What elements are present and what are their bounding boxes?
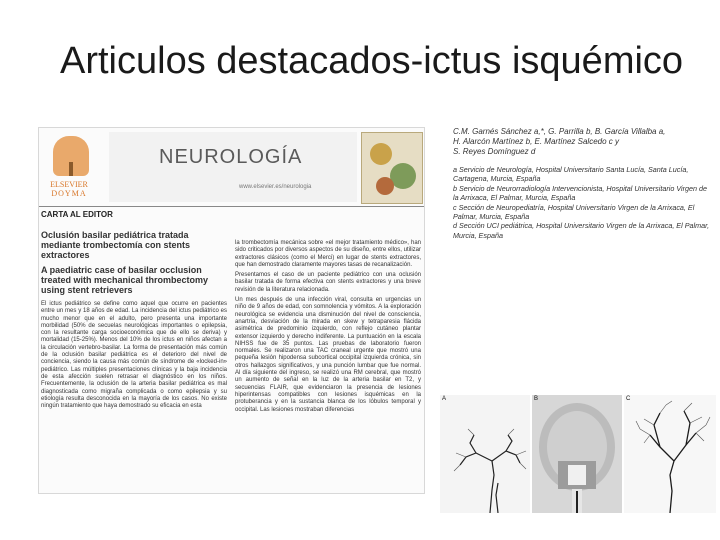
publisher-sub-name: DOYMA [51,189,87,198]
journal-header [39,128,424,204]
article-right-column [235,240,421,417]
author-affiliation: b Servicio de Neurorradiología Intervencionista, Hospital Universitario Virgen de la Arrixaca, El Palmar, Murcia, España [453,183,707,203]
author-line: H. Alarcón Martínez b, E. Martínez Salcedo c y [453,137,619,146]
author-panel [453,127,711,240]
journal-cover-thumbnail [361,132,423,204]
article-title-es: Oclusión basilar pediátrica tratada mediante trombectomía con stents extractores [41,230,191,260]
article-page-image [38,127,425,494]
author-affiliation: d Sección UCI pediátrica, Hospital Universitario Virgen de la Arrixaca, El Palmar, Murcia, España [453,221,710,240]
author-line: S. Reyes Domínguez d [453,147,536,156]
angiography-image [440,395,716,513]
journal-banner [109,132,357,202]
slide-title: Articulos destacados-ictus isquémico [60,40,684,82]
elsevier-tree-icon [53,136,89,176]
elsevier-logo [41,132,97,202]
article-paragraph: Presentamos el caso de un paciente pediátrico con una oclusión basilar tratada de forma efectiva con stents extractores y una breve revisión de la literatura relacionada. [235,272,421,293]
article-left-column [41,230,227,413]
publisher-name: ELSEVIER [50,180,88,189]
article-title-en: A paediatric case of basilar occlusion treated with mechanical thrombectomy using stent retrievers [41,265,209,295]
author-line: C.M. Garnés Sánchez a,*, G. Parrilla b, B. García Villalba a, [453,127,666,136]
article-section-label: CARTA AL EDITOR [41,210,113,219]
angiography-figure [440,395,716,513]
article-paragraph: Un mes después de una infección viral, consulta en urgencias un niño de 9 años de edad, con somnolencia y vómitos. A la exploración neurológica se evidencia una disminución del nivel de consciencia, anartria, desviación de la mirada en skew y tetraparesia flácida asimétrica de predominio izquierdo, con reflejo cutáneo plantar extensor izquierdo y derecho indiferente. La puntuación en la escala NIHSS fue de 35 puntos. Las pruebas de laboratorio fueron normales. Se realizaron una TAC craneal urgente que mostró una pequeña lesión hipodensa subcortical occipital izquierda crónica, sin otros hallazgos significativos, y una punción lumbar que fue normal. Al día siguiente del ingreso, se realizó una RM cerebral, que mostró un aumento de señal en la luz de la arteria basilar en T2, y secuencias FLAIR, que evidenciaron la presencia de lesiones hiperintensas compatibles con lesiones isquémicas en la protuberancia y en la sustancia blanca de los lóbulos temporal y occipital. Las lesiones mostraban diferencias [235,297,421,413]
figure-panel-label: A [442,396,447,402]
author-affiliation: c Sección de Neuropediatría, Hospital Universitario Virgen de la Arrixaca, El Palmar, Murcia, España [453,202,695,222]
article-paragraph: El ictus pediátrico se define como aquel que ocurre en pacientes entre un mes y 18 años de edad. La incidencia del ictus pediátrico es mucho menor que en el adulto, pero presenta una importante morbilidad (50% de secuelas neurológicas importantes o epilepsia, con la resultante carga socioeconómica que de ello se deriva) y mortalidad (15-25%). Menos del 10% de los ictus en niños afectan a la circulación vertebro-basilar. La forma de presentación más común de la oclusión basilar pediátrica es el deterioro del nivel de conciencia, siendo la causa más común de síndrome de «locked-in» pediátrico. Las múltiples presentaciones clínicas y la baja incidencia de esta afección suelen retrasar el diagnóstico en los niños. Frecuentemente, la oclusión de la arteria basilar pediátrica es mal diagnosticada como migraña complicada o como epilepsia y su etiología resulta desconocida en la mayoría de los casos. No existe ningún tratamiento que haya demostrado su eficacia en esta [41,301,227,410]
header-divider [39,206,424,207]
article-paragraph: la trombectomía mecánica sobre «el mejor tratamiento médico», han sido criticados por diversos aspectos de su diseño, entre ellos, utilizar extractores clásicos (como el Merci) en lugar de stents extractores, que han demostrado claramente mayores tasas de recanalización. [235,240,421,268]
figure-panel-label: B [534,396,539,402]
author-affiliation: a Servicio de Neurología, Hospital Universitario Santa Lucía, Santa Lucía, Cartagena, Murcia, España [453,165,689,184]
figure-panel-label: C [626,396,631,402]
journal-url: www.elsevier.es/neurologia [239,184,312,190]
journal-name: NEUROLOGÍA [159,146,303,168]
